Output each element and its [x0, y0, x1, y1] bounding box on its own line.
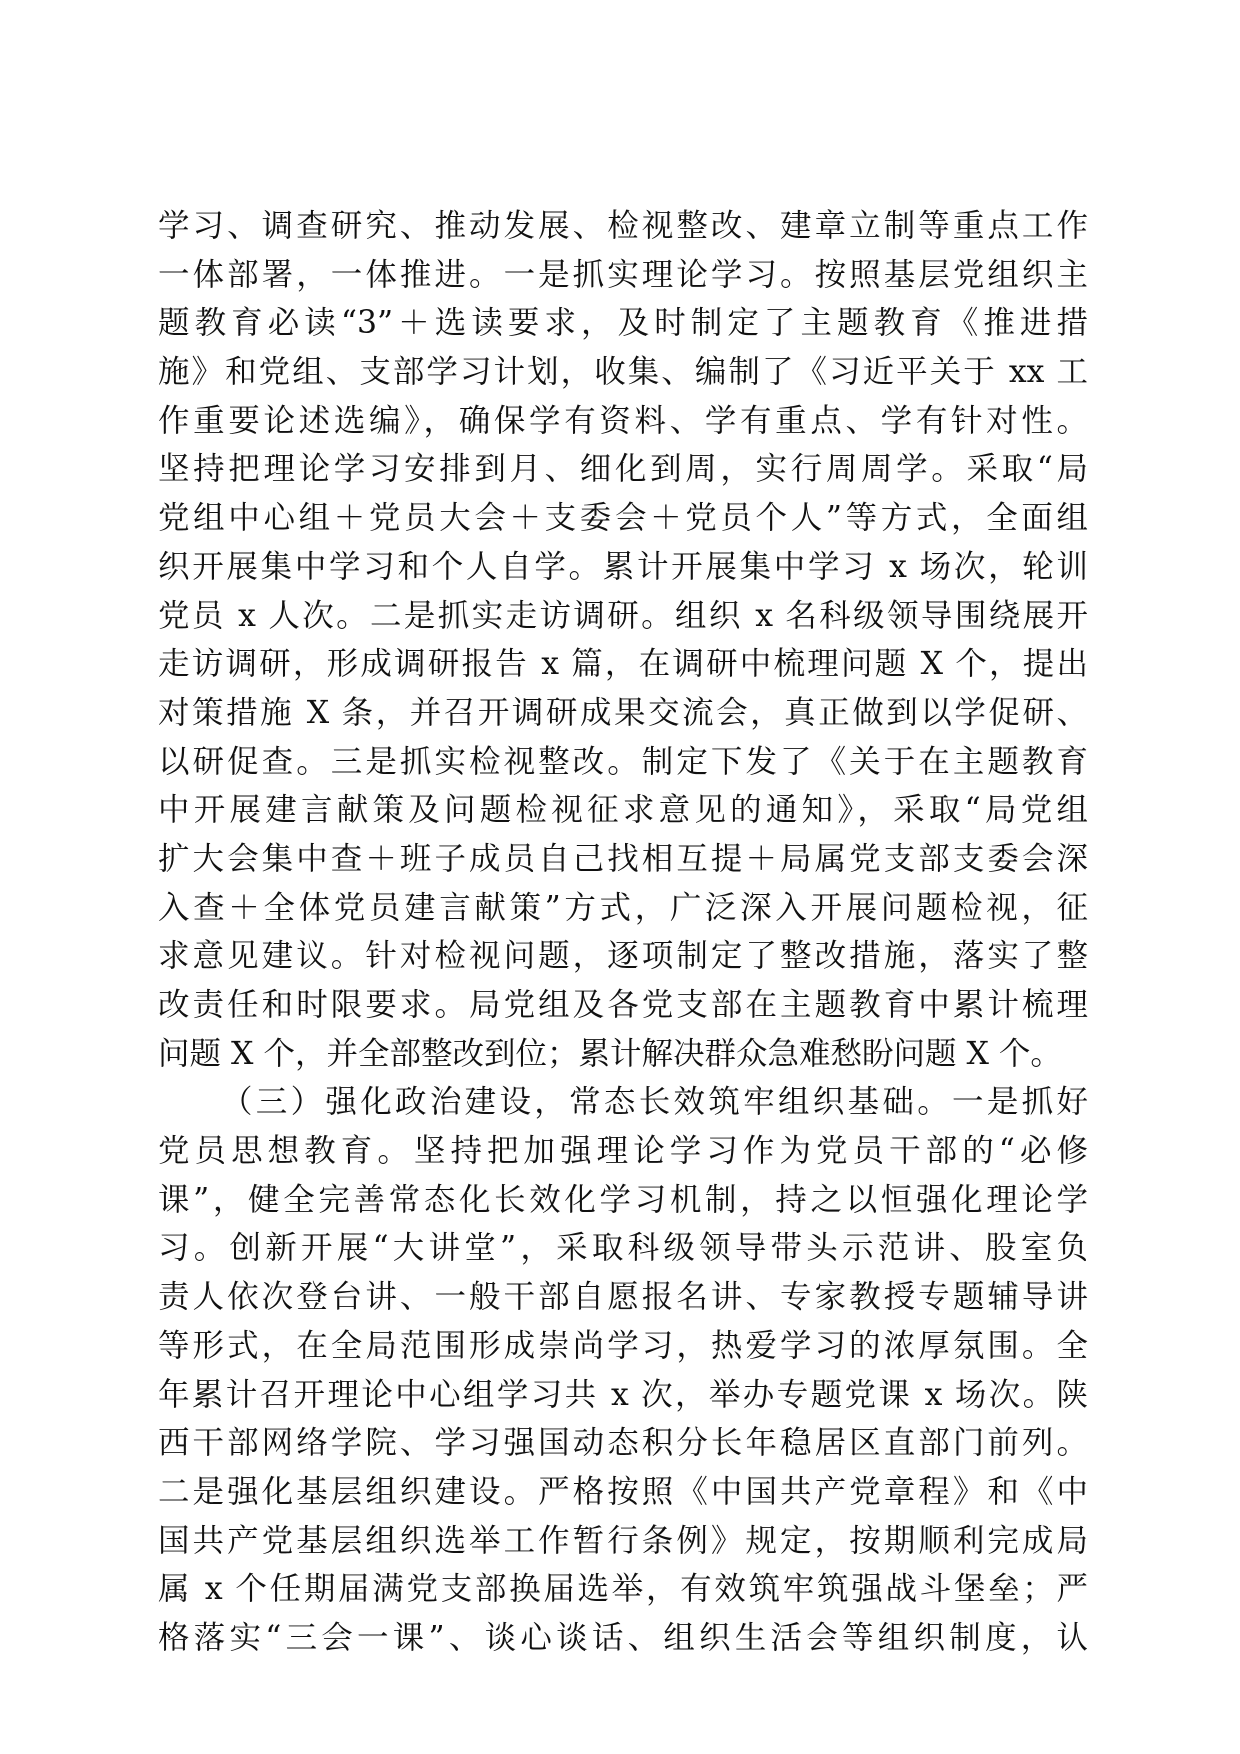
text-line: 作重要论述选编》，确保学有资料、学有重点、学有针对性。 — [158, 402, 1088, 439]
text-line: 织开展集中学习和个人自学。累计开展集中学习 x 场次，轮训 — [158, 548, 1088, 585]
text-line: 年累计召开理论中心组学习共 x 次，举办专题党课 x 场次。陕 — [158, 1376, 1088, 1413]
text-line: 等形式，在全局范围形成崇尚学习，热爱学习的浓厚氛围。全 — [158, 1327, 1088, 1364]
text-line: 以研促查。三是抓实检视整改。制定下发了《关于在主题教育 — [158, 743, 1088, 780]
text-line: 中开展建言献策及问题检视征求意见的通知》，采取“局党组 — [158, 792, 1088, 829]
body-text — [158, 202, 1088, 1663]
text-line: 一体部署，一体推进。一是抓实理论学习。按照基层党组织主 — [158, 256, 1088, 293]
text-line: 属 x 个任期届满党支部换届选举，有效筑牢筑强战斗堡垒；严 — [158, 1571, 1088, 1608]
text-line: 施》和党组、支部学习计划，收集、编制了《习近平关于 xx 工 — [158, 354, 1088, 391]
text-line: 扩大会集中查＋班子成员自己找相互提＋局属党支部支委会深 — [158, 840, 1088, 877]
text-line: 坚持把理论学习安排到月、细化到周，实行周周学。采取“局 — [158, 451, 1088, 488]
text-line: 习。创新开展“大讲堂”，采取科级领导带头示范讲、股室负 — [158, 1230, 1088, 1267]
text-line: 走访调研，形成调研报告 x 篇，在调研中梳理问题 X 个，提出 — [158, 646, 1088, 683]
text-line: 题教育必读“3”＋选读要求，及时制定了主题教育《推进措 — [158, 305, 1088, 342]
text-line: 学习、调查研究、推动发展、检视整改、建章立制等重点工作 — [158, 208, 1088, 244]
text-line: 入查＋全体党员建言献策”方式，广泛深入开展问题检视，征 — [158, 889, 1088, 926]
text-line: 二是强化基层组织建设。严格按照《中国共产党章程》和《中 — [158, 1473, 1088, 1510]
text-line: 西干部网络学院、学习强国动态积分长年稳居区直部门前列。 — [158, 1425, 1088, 1462]
text-line: 格落实“三会一课”、谈心谈话、组织生活会等组织制度，认 — [158, 1619, 1088, 1656]
text-line: 求意见建议。针对检视问题，逐项制定了整改措施，落实了整 — [158, 938, 1088, 975]
text-line: 课”，健全完善常态化长效化学习机制，持之以恒强化理论学 — [158, 1181, 1088, 1218]
text-line: 国共产党基层组织选举工作暂行条例》规定，按期顺利完成局 — [158, 1522, 1088, 1559]
text-line: 责人依次登台讲、一般干部自愿报名讲、专家教授专题辅导讲 — [158, 1279, 1088, 1316]
text-line: 对策措施 X 条，并召开调研成果交流会，真正做到以学促研、 — [158, 694, 1088, 731]
paragraph-end-line: 问题 X 个，并全部整改到位；累计解决群众急难愁盼问题 X 个。 — [158, 1035, 1062, 1072]
text-line: 党员 x 人次。二是抓实走访调研。组织 x 名科级领导围绕展开 — [158, 597, 1088, 634]
text-line: 党组中心组＋党员大会＋支委会＋党员个人”等方式，全面组 — [158, 500, 1088, 537]
section-heading-line: （三）强化政治建设，常态长效筑牢组织基础。一是抓好 — [221, 1084, 1088, 1121]
text-line: 改责任和时限要求。局党组及各党支部在主题教育中累计梳理 — [158, 987, 1088, 1023]
text-line: 党员思想教育。坚持把加强理论学习作为党员干部的“必修 — [158, 1133, 1088, 1170]
